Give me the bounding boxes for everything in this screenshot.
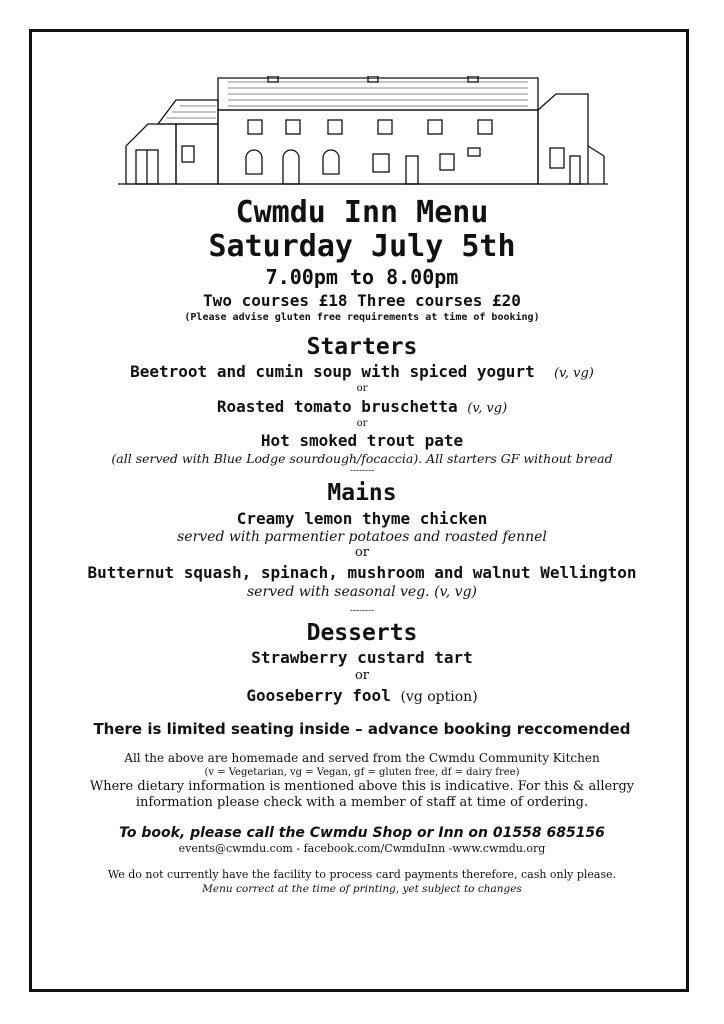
section-divider: --------: [349, 465, 375, 476]
or-separator: or: [356, 417, 368, 429]
gluten-note: (Please advise gluten free requirements at time of booking): [184, 312, 540, 324]
diet-note: (vg option): [400, 688, 478, 705]
menu-date: Saturday July 5th: [208, 229, 516, 264]
starter-name: Hot smoked trout pate: [260, 431, 464, 451]
homemade-note: All the above are homemade and served from the Cwmdu Community Kitchen: [124, 751, 600, 766]
menu-content: [32, 196, 692, 895]
desserts-heading: Desserts: [306, 620, 418, 646]
dessert-item: Strawberry custard tart: [251, 648, 473, 668]
inn-building-illustration: [118, 76, 608, 188]
dessert-name: Gooseberry fool: [246, 685, 391, 705]
starters-heading: Starters: [306, 333, 418, 360]
limited-seating-notice: There is limited seating inside – advance booking reccomended: [93, 720, 631, 739]
dessert-item: [32, 687, 692, 705]
menu-time: 7.00pm to 8.00pm: [265, 265, 459, 289]
menu-disclaimer: Menu correct at the time of printing, yet subject to changes: [202, 882, 522, 895]
dietary-note-line2: information please check with a member of staff at time of ordering.: [135, 794, 589, 810]
main-description: served with seasonal veg. (v, vg): [246, 583, 478, 600]
dietary-note-line1: Where dietary information is mentioned above this is indicative. For this & allergy: [89, 778, 635, 794]
section-divider: --------: [349, 605, 375, 616]
starter-item: [32, 398, 692, 417]
or-separator: or: [354, 667, 370, 683]
main-description: served with parmentier potatoes and roasted fennel: [177, 529, 547, 546]
starter-name: Beetroot and cumin soup with spiced yogurt: [130, 362, 535, 382]
main-item: Creamy lemon thyme chicken: [236, 508, 488, 528]
diet-key: (v = Vegetarian, vg = Vegan, gf = gluten free, df = dairy free): [204, 767, 520, 779]
or-separator: or: [356, 383, 368, 395]
mains-heading: Mains: [327, 480, 397, 507]
or-separator: or: [354, 545, 370, 561]
contact-links: events@cwmdu.com - facebook.com/CwmduInn -www.cwmdu.org: [178, 841, 546, 855]
starters-served-note: (all served with Blue Lodge sourdough/focaccia). All starters GF without bread: [111, 450, 613, 466]
cash-only-note: We do not currently have the facility to process card payments therefore, cash only please.: [107, 868, 617, 882]
menu-title: Cwmdu Inn Menu: [235, 195, 489, 230]
starter-name: Roasted tomato bruschetta: [216, 396, 458, 416]
main-item: Butternut squash, spinach, mushroom and walnut Wellington: [87, 563, 637, 583]
diet-note: (v, vg): [467, 400, 508, 416]
diet-note: (v, vg): [553, 366, 594, 382]
starter-item: [32, 363, 692, 382]
menu-prices: Two courses £18 Three courses £20: [203, 291, 521, 310]
starter-item: [32, 432, 692, 450]
booking-info: To book, please call the Cwmdu Shop or Inn on 01558 685156: [119, 824, 605, 841]
